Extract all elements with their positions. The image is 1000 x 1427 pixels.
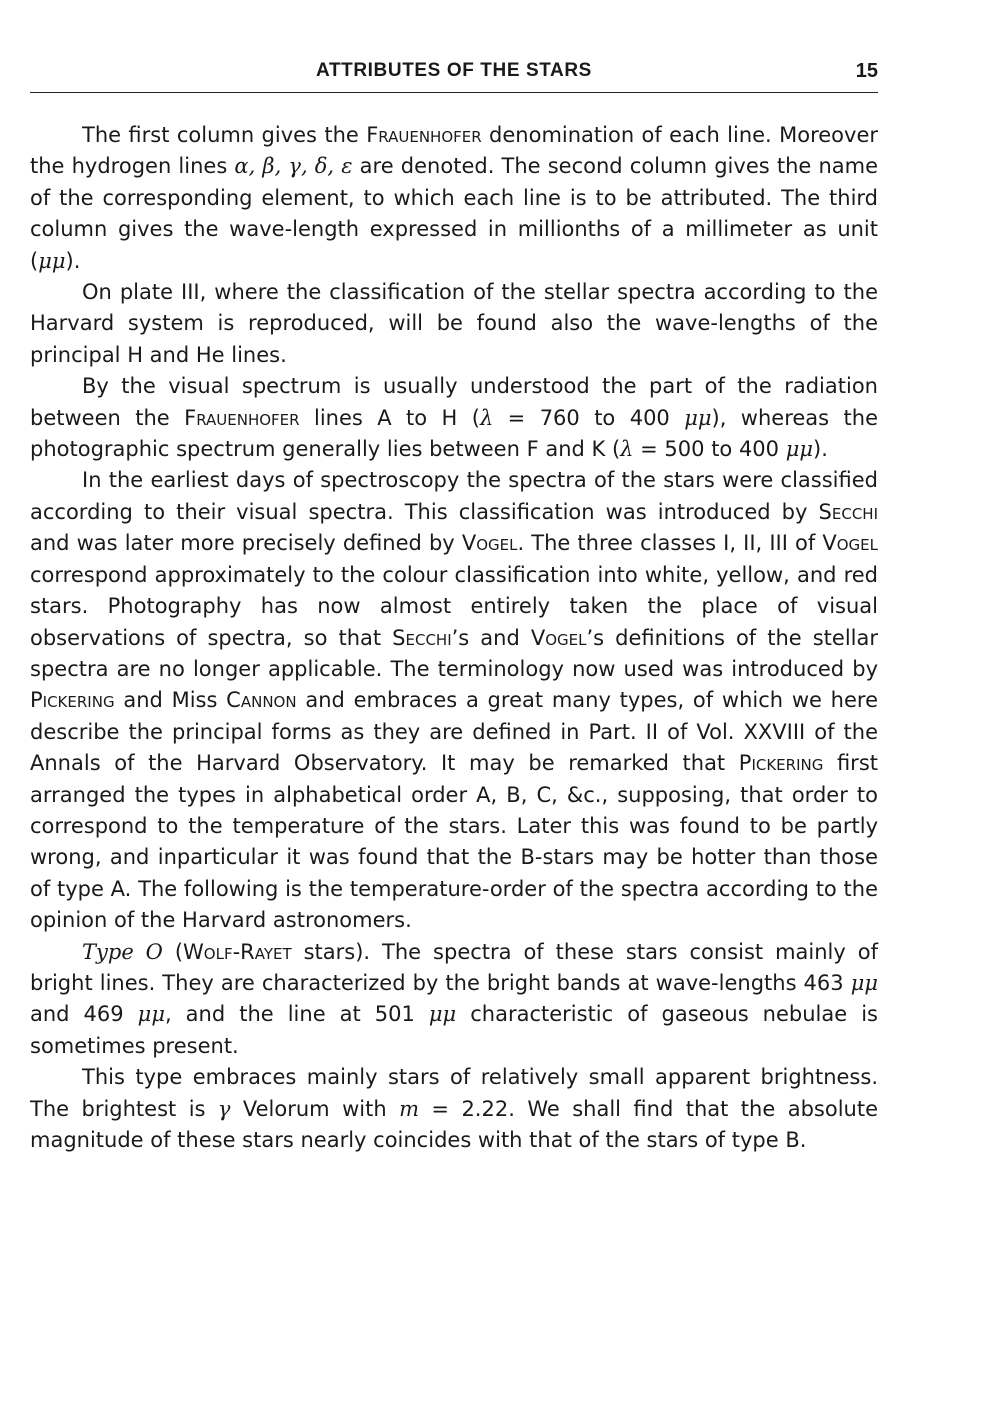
unit-symbol: μμ [785,437,814,462]
paragraph-classification-history [30,465,878,936]
text-run: and 469 [30,1002,138,1027]
unit-symbol: μμ [137,1002,165,1027]
text-run: ). [813,437,828,462]
type-label: Type O [82,939,163,964]
text-run: are denoted. The second column gives the name of the corresponding element, to which each line is to be attributed. The third column gives the wave-length expressed in millionths of a millimeter as unit ( [30,154,879,273]
text-run: stars). The spectra of these stars consist mainly of bright lines. They are characterized by the bright bands at wave-lengths 463 [30,939,878,995]
text-run: ’s definitions of the stellar spectra are no longer applicable. The terminology now used was introduced by [30,625,878,681]
author-name: Wolf-Rayet [183,939,292,964]
text-run: This type embraces mainly stars of relatively small apparent brightness. The brightest is [30,1065,878,1121]
text-run: = 760 to 400 [493,405,685,430]
paragraph-type-o [30,937,878,1063]
text-run: = 2.22. We shall find that the absolute magnitude of these stars nearly coincides with that of the stars of type B. [30,1096,878,1152]
text-run: and embraces a great many types, of which we here describe the principal forms as they are defined in Part. II of Vol. XXVIII of the Annals of the Harvard Observatory. It may be remarked that [30,688,878,776]
paragraph-visual-spectrum [30,371,878,465]
lambda-symbol: λ [620,437,634,462]
text-run: characteristic of gaseous nebulae is sometimes present. [30,1002,878,1058]
unit-symbol: μμ [684,405,712,430]
author-name: Pickering [738,751,824,776]
text-run: . The three classes I, II, III of [517,531,823,556]
unit-symbol: μμ [38,248,66,273]
text-run: , and the line at 501 [164,1002,429,1027]
author-name: Secchi [392,625,452,650]
paragraph-frauenhofer-columns [30,120,878,277]
text-run: ’s and [451,625,531,650]
text-run: By the visual spectrum is usually understood the part of the radiation between the [30,374,878,430]
author-name: Vogel [461,531,518,556]
unit-symbol: μμ [850,970,878,995]
lambda-symbol: λ [479,405,494,430]
author-name: Frauenhofer [366,123,482,147]
text-run: correspond approximately to the colour classification into white, yellow, and red stars. Photography has now almost entirely taken the place of visual observations of spectra, so that [30,562,878,650]
author-name: Secchi [818,499,878,524]
text-run: Velorum with [230,1096,400,1121]
paragraph-type-o-brightness [30,1062,878,1156]
author-name: Vogel [530,625,587,650]
running-title: ATTRIBUTES OF THE STARS [316,60,592,81]
greek-letters: α, β, γ, δ, ε [234,154,353,179]
text-run: and Miss [114,688,227,713]
text-run: ). [65,248,81,273]
text-run: The first column gives the [82,123,367,147]
text-run: lines A to H ( [299,405,480,430]
author-name: Pickering [30,688,115,713]
text-run: = 500 to 400 [633,437,786,462]
text-run: ), whereas the photographic spectrum generally lies between F and K ( [30,405,878,462]
body-text [30,120,878,1156]
text-run: denomination of each line. Moreover the hydrogen lines [30,123,878,179]
page-number: 15 [855,60,878,82]
gamma-symbol: γ [217,1096,231,1121]
text-run: ( [162,939,184,964]
paragraph-plate-three: On plate III, where the classification of the stellar spectra according to the Harvard system is reproduced, will be found also the wave-lengths of the principal H and He lines. [30,280,878,367]
running-header [30,60,878,93]
text-run: and was later more precisely defined by [30,531,462,556]
author-name: Cannon [226,688,297,713]
text-run: In the earliest days of spectroscopy the spectra of the stars were classified according to their visual spectra. This classification was introduced by [30,468,878,524]
text-run: first arranged the types in alphabetical order A, B, C, &c., supposing, that order to correspond to the temperature of the stars. Later this was found to be partly wrong, and inparticular it was found that the B-stars may be hotter than those of type A. The following is the temperature-order of the spectra according to the opinion of the Harvard astronomers. [30,751,878,933]
author-name: Frauenhofer [184,405,300,430]
author-name: Vogel [822,531,878,556]
magnitude-symbol: m [399,1096,419,1121]
unit-symbol: μμ [428,1002,457,1027]
